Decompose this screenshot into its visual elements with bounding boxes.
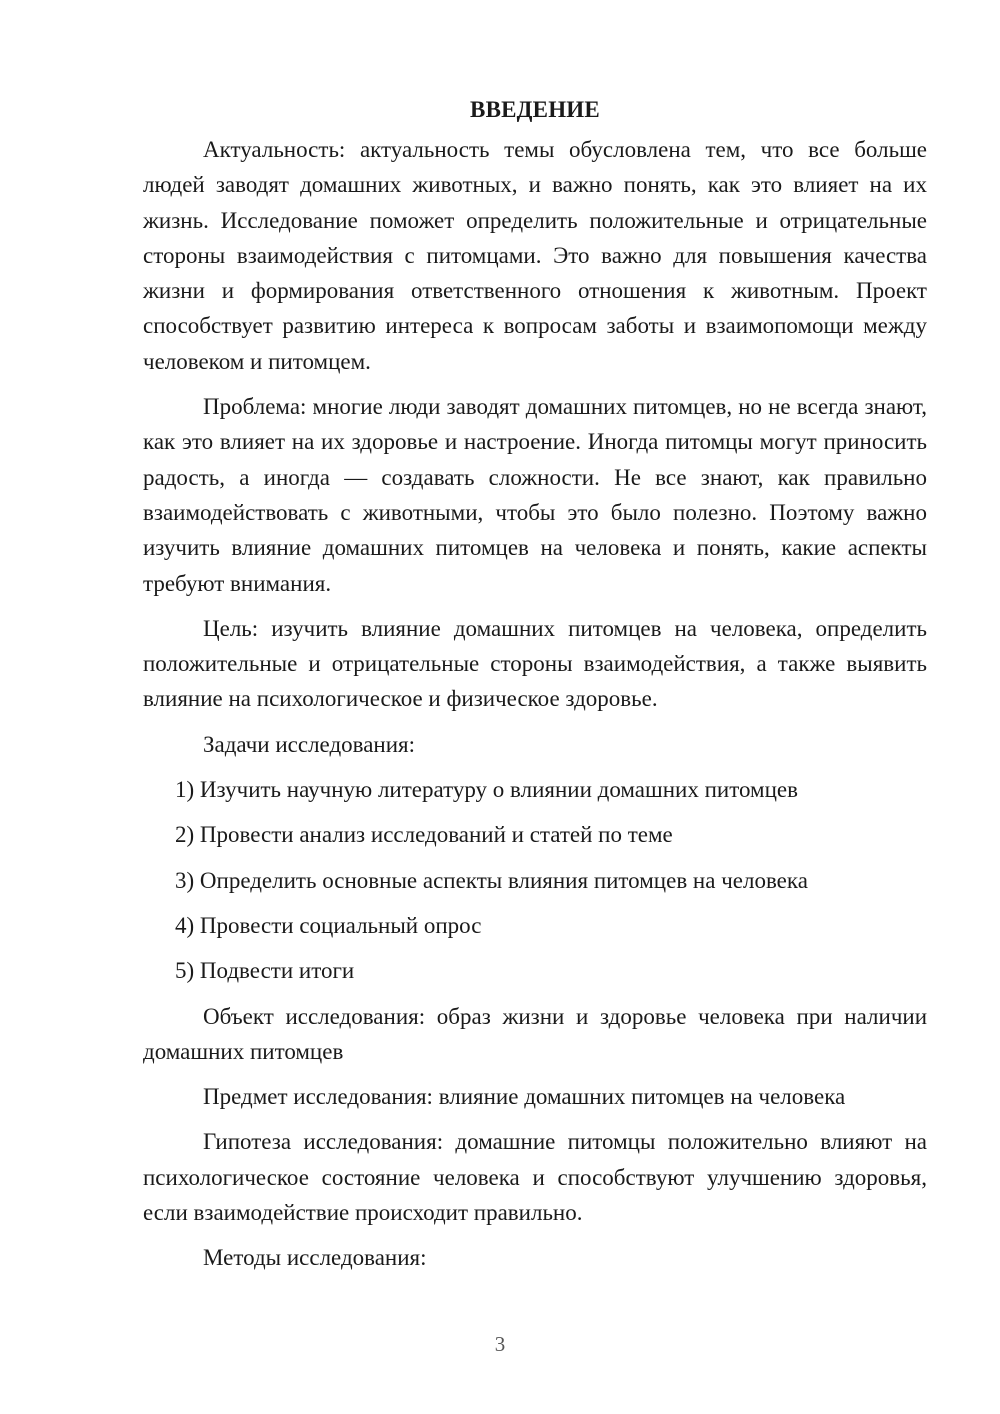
list-item: 4) Провести социальный опрос [175,912,482,938]
list-item: 5) Подвести итоги [175,958,355,984]
list-item: 2) Провести анализ исследований и статей по теме [175,822,673,848]
tasks-list [143,772,927,988]
methods-title: Методы исследования: [203,1245,427,1271]
document-page [143,92,927,1286]
page-title: ВВЕДЕНИЕ [470,97,600,122]
hypothesis-paragraph: Гипотеза исследования: домашние питомцы положительно влияют на психологическое состояние человека и способствуют улучшению здоровья, если взаимодействие происходит правильно. [143,1129,927,1226]
list-item: 1) Изучить научную литературу о влиянии домашних питомцев [175,777,798,803]
relevance-paragraph: Актуальность: актуальность темы обусловлена тем, что все больше людей заводят домашних животных, и важно понять, как это влияет на их жизнь. Исследование поможет определить положительные и отрицательные стороны взаимодействия с питомцами. Это важно для повышения качества жизни и формирования ответственного отношения к животным. Проект способствует развитию интереса к вопросам заботы и взаимопомощи между человеком и питомцем. [143,137,927,374]
problem-paragraph: Проблема: многие люди заводят домашних питомцев, но не всегда знают, как это влияет на их здоровье и настроение. Иногда питомцы могут приносить радость, а иногда — создавать сложности. Не все знают, как правильно взаимодействовать с животными, чтобы это было полезно. Поэтому важно изучить влияние домашних питомцев на человека и понять, какие аспекты требуют внимания. [143,394,927,596]
object-paragraph: Объект исследования: образ жизни и здоровье человека при наличии домашних питомцев [143,1003,927,1064]
page-number: 3 [494,1332,506,1356]
subject-paragraph: Предмет исследования: влияние домашних питомцев на человека [203,1084,846,1110]
goal-paragraph: Цель: изучить влияние домашних питомцев на человека, определить положительные и отрицательные стороны взаимодействия, а также выявить влияние на психологическое и физическое здоровье. [143,615,927,712]
list-item: 3) Определить основные аспекты влияния питомцев на человека [175,867,808,893]
tasks-title: Задачи исследования: [203,731,416,757]
